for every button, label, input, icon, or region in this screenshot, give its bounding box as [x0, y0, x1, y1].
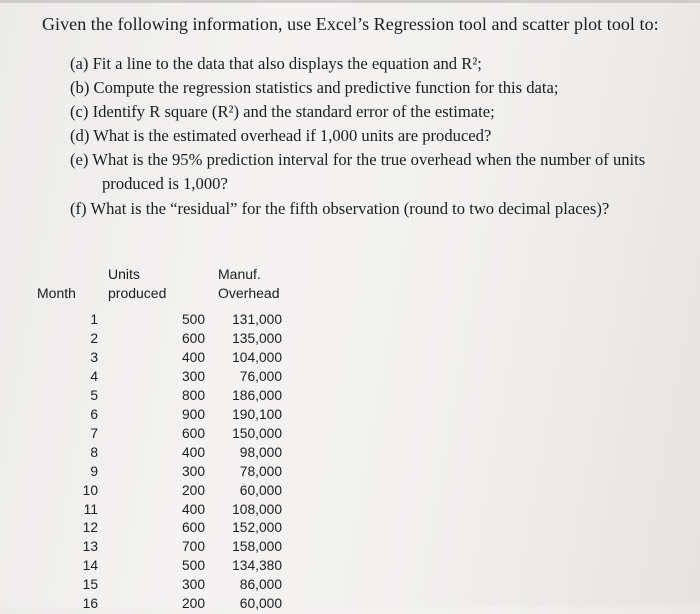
question-text: Identify R square (R²) and the standard error of the estimate;	[92, 102, 495, 122]
overhead-cell: 135,000	[232, 330, 282, 346]
overhead-cell: 134,380	[232, 558, 282, 574]
overhead-header-line2: Overhead	[218, 285, 280, 301]
overhead-cell: 131,000	[232, 312, 282, 327]
overhead-cell: 108,000	[232, 501, 282, 517]
overhead-cell: 86,000	[239, 577, 282, 593]
question-label: (b)	[70, 78, 90, 98]
question-text: Compute the regression statistics and predictive function for this data;	[93, 78, 559, 98]
month-cell: 2	[90, 330, 98, 346]
units-cell: 500	[181, 312, 205, 327]
month-cell: 6	[90, 406, 98, 422]
overhead-cell: 150,000	[232, 425, 282, 441]
question-label: (e)	[70, 150, 89, 170]
units-cell: 600	[181, 330, 205, 346]
month-cell: 8	[90, 444, 98, 460]
overhead-cell: 158,000	[232, 539, 282, 555]
units-cell: 800	[181, 387, 205, 403]
units-cell: 400	[181, 501, 205, 517]
overhead-cell: 76,000	[239, 368, 282, 384]
units-cell: 300	[181, 463, 205, 479]
question-item	[70, 76, 645, 100]
month-cell: 7	[90, 425, 98, 441]
question-text: Fit a line to the data that also displays the equation and R²;	[92, 54, 482, 73]
month-cell: 16	[82, 596, 98, 612]
units-header-line2: produced	[108, 285, 167, 301]
question-list	[70, 52, 645, 221]
overhead-cell: 60,000	[239, 596, 282, 612]
month-column	[62, 311, 98, 614]
overhead-cell: 104,000	[232, 349, 282, 365]
overhead-cell: 60,000	[239, 482, 282, 498]
overhead-cell: 190,100	[232, 406, 282, 422]
instructions-heading: Given the following information, use Excel’s Regression tool and scatter plot tool to:	[42, 14, 659, 34]
units-cell: 200	[181, 596, 205, 612]
month-cell: 11	[83, 501, 98, 517]
month-cell: 15	[82, 577, 98, 593]
month-cell: 10	[82, 482, 98, 498]
question-label: (c)	[70, 102, 89, 122]
question-text-continued: produced is 1,000?	[102, 174, 228, 194]
page-top-edge	[0, 0, 700, 3]
question-item	[70, 100, 645, 124]
units-cell: 900	[181, 406, 205, 422]
question-text: What is the 95% prediction interval for the true overhead when the number of units	[92, 150, 646, 170]
overhead-cell: 98,000	[239, 444, 282, 460]
overhead-cell: 78,000	[239, 463, 282, 479]
question-text: What is the estimated overhead if 1,000 units are produced?	[93, 126, 492, 146]
question-item	[70, 52, 645, 76]
units-column	[160, 311, 205, 614]
month-cell: 3	[90, 349, 98, 365]
month-cell: 4	[90, 368, 98, 384]
units-cell: 400	[181, 349, 205, 365]
units-cell: 300	[181, 577, 205, 593]
month-cell: 13	[82, 539, 98, 555]
overhead-column	[218, 311, 282, 614]
overhead-header-line1: Manuf.	[218, 266, 261, 282]
overhead-cell: 186,000	[232, 387, 282, 403]
month-cell: 1	[90, 312, 98, 327]
question-text: What is the “residual” for the fifth observation (round to two decimal places)?	[90, 198, 610, 218]
month-cell: 14	[82, 558, 98, 574]
question-item	[70, 197, 645, 221]
question-label: (a)	[70, 54, 89, 73]
units-cell: 300	[181, 368, 205, 384]
month-cell: 9	[90, 463, 98, 479]
units-cell: 500	[181, 558, 205, 574]
month-cell: 5	[90, 387, 98, 403]
units-header-line1: Units	[108, 266, 140, 282]
units-cell: 200	[181, 482, 205, 498]
units-cell: 700	[181, 539, 205, 555]
month-header: Month	[37, 285, 76, 301]
question-item	[70, 124, 645, 148]
overhead-cell: 152,000	[232, 520, 282, 536]
units-cell: 600	[181, 425, 205, 441]
question-item	[70, 148, 645, 196]
question-label: (f)	[70, 198, 87, 218]
units-cell: 600	[181, 520, 205, 536]
month-cell: 12	[82, 520, 98, 536]
question-label: (d)	[70, 126, 90, 146]
units-cell: 400	[181, 444, 205, 460]
